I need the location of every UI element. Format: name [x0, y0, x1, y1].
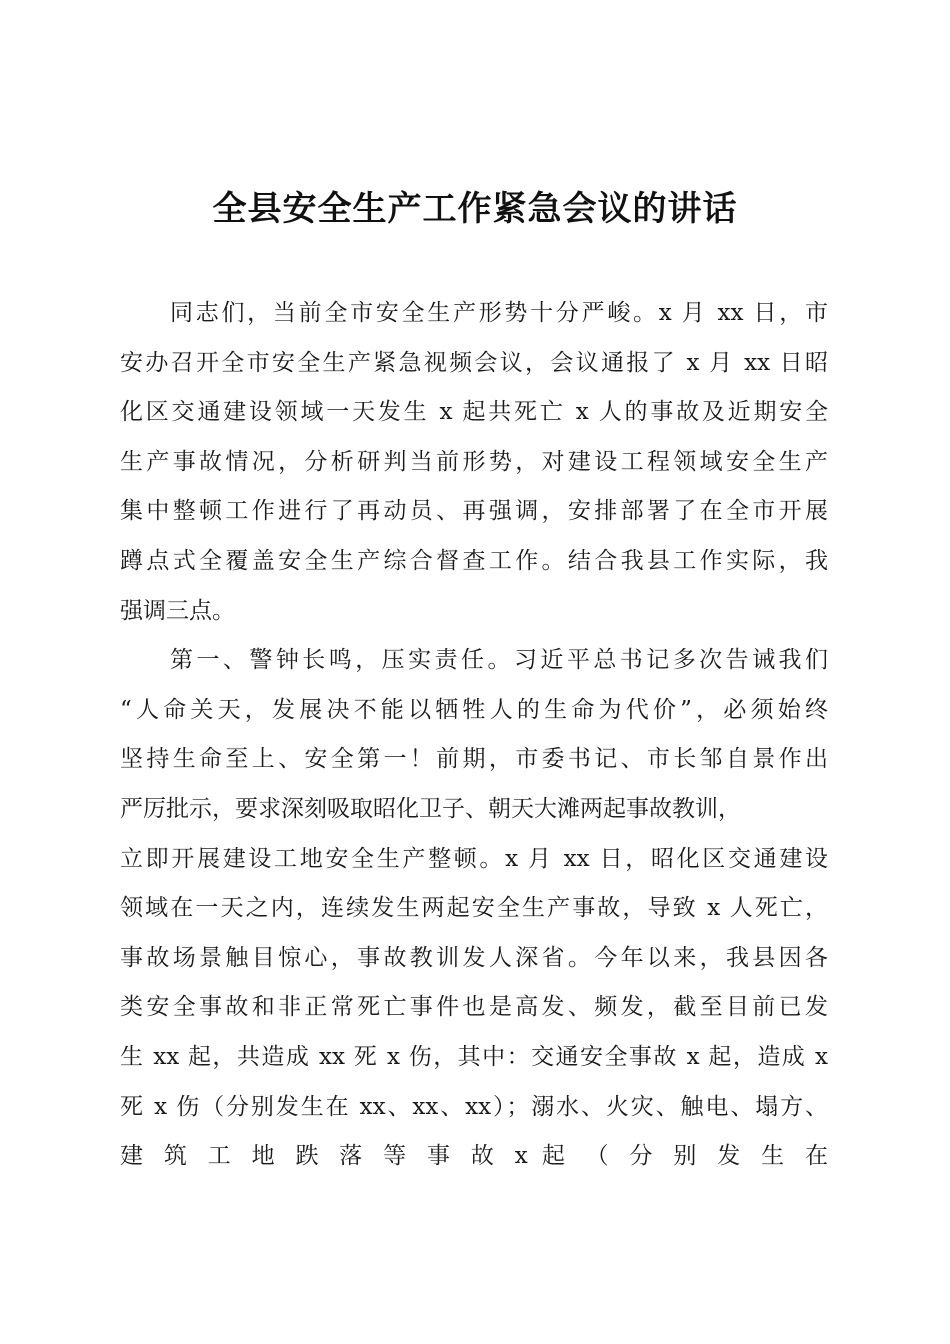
document-title: 全县安全生产工作紧急会议的讲话	[212, 189, 738, 229]
paragraph-line: 坚持生命至上、安全第一！前期，市委书记、市长邹自景作出	[120, 746, 828, 773]
paragraph-line: 同志们，当前全市安全生产形势十分严峻。x 月 xx 日，市	[170, 300, 828, 326]
paragraph-line: 建 筑 工 地 跌 落 等 事 故 x 起 （ 分 别 发 生 在	[120, 1143, 828, 1170]
paragraph-line: 类安全事故和非正常死亡事件也是高发、频发，截至目前已发	[120, 994, 828, 1021]
paragraph-line: 强调三点。	[120, 597, 235, 624]
paragraph-line: 死 x 伤（分别发生在 xx、xx、xx）；溺水、火灾、触电、塌方、	[120, 1093, 828, 1120]
paragraph-line: “人命关天，发展决不能以牺牲人的生命为代价”，必须始终	[120, 696, 828, 723]
paragraph-line: 蹲点式全覆盖安全生产综合督查工作。结合我县工作实际，我	[120, 547, 828, 574]
document-body	[120, 289, 828, 1182]
paragraph-line: 严厉批示，要求深刻吸取昭化卫子、朝天大滩两起事故教训，	[120, 795, 741, 822]
paragraph-line: 立即开展建设工地安全生产整顿。x 月 xx 日，昭化区交通建设	[120, 845, 828, 872]
paragraph-line: 安办召开全市安全生产紧急视频会议，会议通报了 x 月 xx 日昭	[120, 349, 828, 376]
paragraph-line: 生产事故情况，分析研判当前形势，对建设工程领域安全生产	[120, 448, 828, 475]
paragraph-line: 化区交通建设领域一天发生 x 起共死亡 x 人的事故及近期安全	[120, 399, 828, 426]
paragraph-line: 领域在一天之内，连续发生两起安全生产事故，导致 x 人死亡，	[120, 895, 828, 922]
paragraph-line: 第一、警钟长鸣，压实责任。习近平总书记多次告诫我们	[170, 647, 828, 674]
paragraph-line: 事故场景触目惊心，事故教训发人深省。今年以来，我县因各	[120, 944, 828, 971]
paragraph-line: 集中整顿工作进行了再动员、再强调，安排部署了在全市开展	[120, 498, 828, 525]
paragraph-line: 生 xx 起，共造成 xx 死 x 伤，其中：交通安全事故 x 起，造成 x	[120, 1043, 828, 1070]
